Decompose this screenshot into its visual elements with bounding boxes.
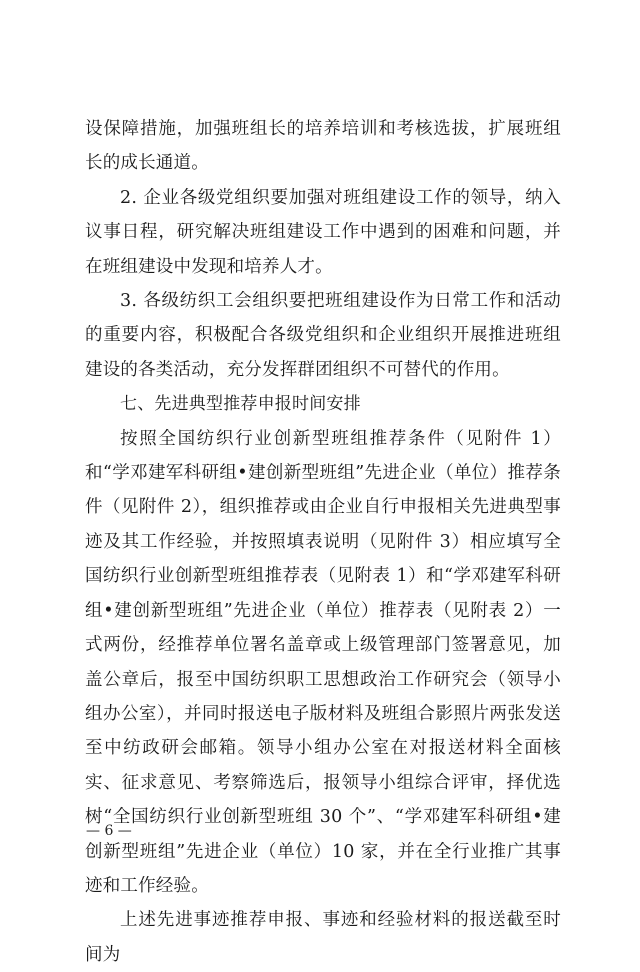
paragraph-submission-arrangement: 按照全国纺织行业创新型班组推荐条件（见附件 1）和“学邓建军科研组•建创新型班组”先进企业（单位）推荐条件（见附件 2），组织推荐或由企业自行申报相关先进典型事迹及其工作经验，并按照填表说明（见附件 3）相应填写全国纺织行业创新型班组推荐表（见附表 1）和“学邓建军科研组•建创新型班组”先进企业（单位）推荐表（见附表 2）一式两份，经推荐单位署名盖章或上级管理部门签署意见，加盖公章后，报至中国纺织职工思想政治工作研究会（领导小组办公室），并同时报送电子版材料及班组合影照片两张发送至中纺政研会邮箱。领导小组办公室在对报送材料全面核实、征求意见、考察筛选后，报领导小组综合评审，择优选树“全国纺织行业创新型班组 30 个”、“学邓建军科研组•建创新型班组”先进企业（单位）10 家，并在全行业推广其事迹和工作经验。 (85, 428, 561, 896)
paragraph-item-2: 2. 企业各级党组织要加强对班组建设工作的领导，纳入议事日程，研究解决班组建设工作中遇到的困难和问题，并在班组建设中发现和培养人才。 (85, 187, 561, 277)
paragraph-deadline: 上述先进事迹推荐申报、事迹和经验材料的报送截至时间为 (85, 910, 561, 965)
section-heading-7: 七、先进典型推荐申报时间安排 (120, 394, 361, 415)
paragraph-continuation: 设保障措施，加强班组长的培养培训和考核选拔，扩展班组长的成长通道。 (85, 119, 561, 174)
document-body (85, 112, 561, 972)
paragraph-item-3: 3. 各级纺织工会组织要把班组建设作为日常工作和活动的重要内容，积极配合各级党组织和企业组织开展推进班组建设的各类活动，充分发挥群团组织不可替代的作用。 (85, 291, 561, 380)
page-number: — 6 — (86, 823, 132, 839)
